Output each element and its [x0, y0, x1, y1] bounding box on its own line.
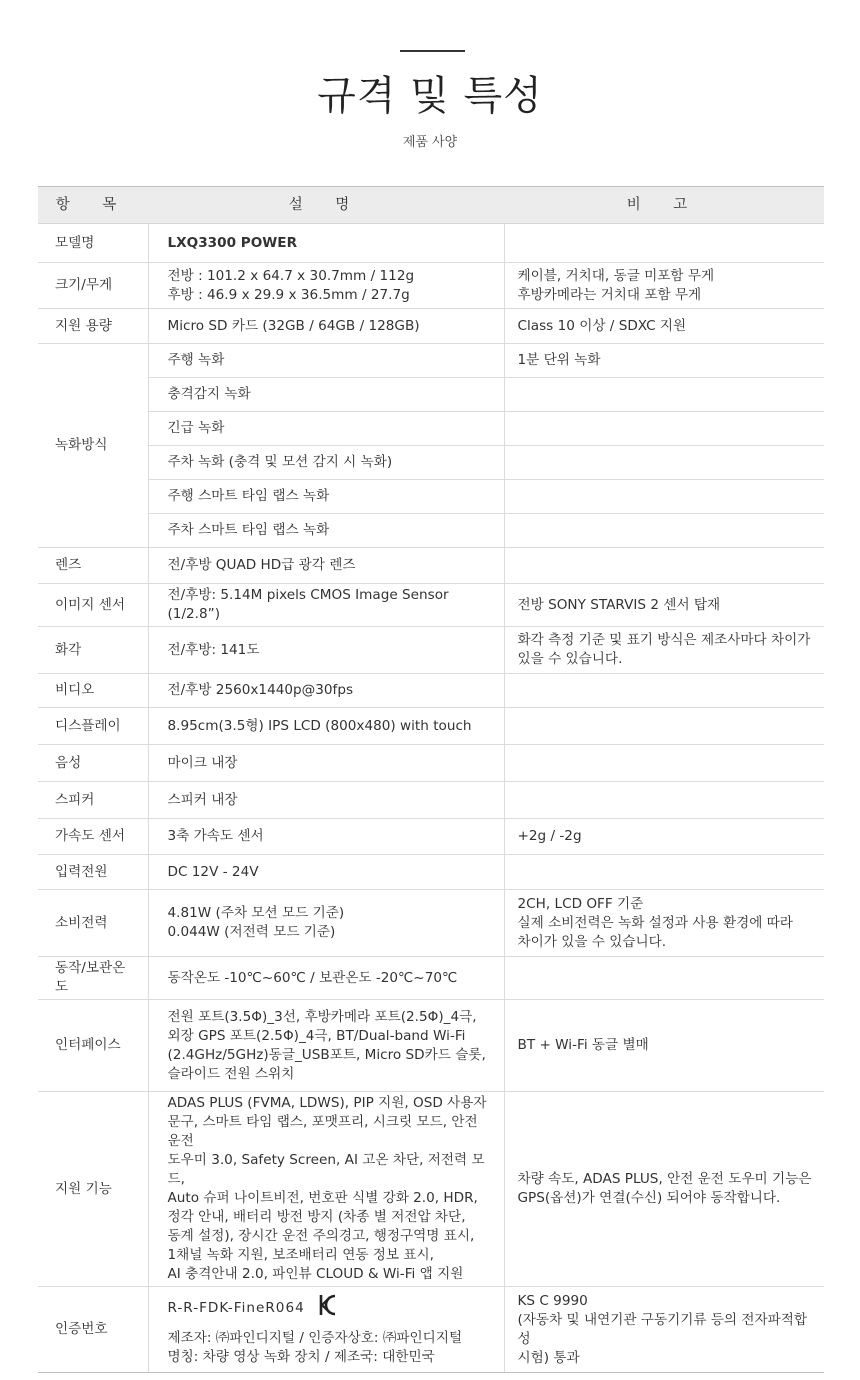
header-note: 비 고 — [504, 187, 824, 224]
row-note — [504, 782, 824, 819]
row-model — [38, 224, 824, 263]
row-label: 녹화방식 — [38, 344, 148, 548]
row-size — [38, 263, 824, 309]
recording-mode: 주행 녹화 — [148, 344, 504, 378]
row-description: 8.95cm(3.5형) IPS LCD (800x480) with touch — [148, 708, 504, 745]
row-temperature — [38, 957, 824, 1000]
row-label: 비디오 — [38, 674, 148, 708]
note-line: 화각 측정 기준 및 표기 방식은 제조사마다 차이가 — [517, 632, 811, 648]
row-note — [504, 890, 824, 957]
note-line: 실제 소비전력은 녹화 설정과 사용 환경에 따라 — [517, 914, 793, 931]
header-item: 항 목 — [38, 187, 148, 224]
row-note: 전방 SONY STARVIS 2 센서 탑재 — [504, 584, 824, 627]
desc-line: 외장 GPS 포트(2.5Φ)_4극, BT/Dual-band Wi-Fi — [167, 1027, 466, 1044]
row-description — [148, 263, 504, 309]
row-note — [504, 224, 824, 263]
row-interface — [38, 1000, 824, 1092]
row-features — [38, 1092, 824, 1287]
row-recording — [38, 378, 824, 412]
row-note — [504, 263, 824, 309]
row-recording — [38, 514, 824, 548]
row-note — [504, 708, 824, 745]
row-recording — [38, 344, 824, 378]
desc-line: 슬라이드 전원 스위치 — [167, 1065, 295, 1082]
recording-mode: 충격감지 녹화 — [148, 378, 504, 412]
row-label: 인터페이스 — [38, 1000, 148, 1092]
desc-line: 0.044W (저전력 모드 기준) — [167, 924, 336, 940]
row-display — [38, 708, 824, 745]
cert-code: R-R-FDK-FineR064 — [167, 1299, 305, 1316]
row-description: 동작온도 -10℃~60℃ / 보관온도 -20℃~70℃ — [148, 957, 504, 1000]
note-line: 후방카메라는 거치대 포함 무게 — [517, 286, 702, 303]
header-description: 설 명 — [148, 187, 504, 224]
desc-line: 정각 안내, 배터리 방전 방지 (차종 별 저전압 차단, — [167, 1209, 466, 1225]
row-speaker — [38, 782, 824, 819]
row-note — [504, 412, 824, 446]
row-label: 이미지 센서 — [38, 584, 148, 627]
desc-line: ADAS PLUS (FVMA, LDWS), PIP 지원, OSD 사용자 — [167, 1095, 487, 1111]
row-note: +2g / -2g — [504, 819, 824, 855]
row-audio — [38, 745, 824, 782]
row-label: 동작/보관온도 — [38, 957, 148, 1000]
size-front: 전방 : 101.2 x 64.7 x 30.7mm / 112g — [167, 267, 415, 284]
desc-line: 전원 포트(3.5Φ)_3선, 후방카메라 포트(2.5Φ)_4극, — [167, 1008, 477, 1025]
row-description: 3축 가속도 센서 — [148, 819, 504, 855]
row-note — [504, 446, 824, 480]
note-line: 2CH, LCD OFF 기준 — [517, 895, 644, 912]
row-description — [148, 1287, 504, 1373]
row-note — [504, 855, 824, 890]
row-description: 전/후방 QUAD HD급 광각 렌즈 — [148, 548, 504, 584]
row-description — [148, 890, 504, 957]
row-accelerometer — [38, 819, 824, 855]
row-recording — [38, 412, 824, 446]
row-label: 음성 — [38, 745, 148, 782]
row-label: 크기/무게 — [38, 263, 148, 309]
note-line: 차이가 있을 수 있습니다. — [517, 933, 667, 950]
row-note — [504, 1092, 824, 1287]
row-description: 전/후방: 5.14M pixels CMOS Image Sensor (1/2.8”) — [148, 584, 504, 627]
row-description: Micro SD 카드 (32GB / 64GB / 128GB) — [148, 309, 504, 344]
row-recording — [38, 446, 824, 480]
row-note — [504, 514, 824, 548]
row-description: 스피커 내장 — [148, 782, 504, 819]
row-note — [504, 957, 824, 1000]
title-decoration-bar — [400, 50, 465, 52]
row-description: 전/후방: 141도 — [148, 627, 504, 674]
spec-table — [38, 186, 824, 1373]
row-note: BT + Wi-Fi 동글 별매 — [504, 1000, 824, 1092]
size-rear: 후방 : 46.9 x 29.9 x 36.5mm / 27.7g — [167, 286, 410, 303]
table-header-row — [38, 187, 824, 224]
row-label: 렌즈 — [38, 548, 148, 584]
desc-line: AI 충격안내 2.0, 파인뷰 CLOUD & Wi-Fi 앱 지원 — [167, 1266, 464, 1282]
row-description — [148, 1092, 504, 1287]
row-label: 인증번호 — [38, 1287, 148, 1373]
row-label: 스피커 — [38, 782, 148, 819]
recording-mode: 주행 스마트 타임 랩스 녹화 — [148, 480, 504, 514]
desc-line: 동계 설정), 장시간 운전 주의경고, 행정구역명 표시, — [167, 1228, 475, 1244]
row-consumption — [38, 890, 824, 957]
row-note — [504, 745, 824, 782]
row-note — [504, 480, 824, 514]
note-line: GPS(옵션)가 연결(수신) 되어야 동작합니다. — [517, 1190, 781, 1206]
recording-mode: 주차 녹화 (충격 및 모션 감지 시 녹화) — [148, 446, 504, 480]
note-line: 차량 속도, ADAS PLUS, 안전 운전 도우미 기능은 — [517, 1171, 812, 1187]
desc-line: Auto 슈퍼 나이트비전, 번호판 식별 강화 2.0, HDR, — [167, 1190, 478, 1206]
note-line: 케이블, 거치대, 동글 미포함 무게 — [517, 267, 715, 284]
row-note — [504, 674, 824, 708]
row-label: 지원 기능 — [38, 1092, 148, 1287]
row-certification — [38, 1287, 824, 1373]
cert-code-line — [168, 1293, 492, 1323]
row-label: 입력전원 — [38, 855, 148, 890]
desc-line: 제조자: ㈜파인디지털 / 인증자상호: ㈜파인디지털 — [167, 1329, 463, 1346]
row-label: 소비전력 — [38, 890, 148, 957]
row-note: Class 10 이상 / SDXC 지원 — [504, 309, 824, 344]
page-title: 규격 및 특성 — [317, 73, 543, 119]
row-label: 모델명 — [38, 224, 148, 263]
row-description: 마이크 내장 — [148, 745, 504, 782]
row-label: 가속도 센서 — [38, 819, 148, 855]
desc-line: 1채널 녹화 지원, 보조배터리 연동 정보 표시, — [167, 1247, 434, 1263]
desc-line: 도우미 3.0, Safety Screen, AI 고온 차단, 저전력 모드, — [167, 1152, 485, 1187]
row-note — [504, 378, 824, 412]
desc-line: 문구, 스마트 타임 랩스, 포맷프리, 시크릿 모드, 안전 운전 — [167, 1114, 478, 1149]
row-capacity — [38, 309, 824, 344]
desc-line: 4.81W (주차 모션 모드 기준) — [167, 905, 345, 921]
row-lens — [38, 548, 824, 584]
row-power-input — [38, 855, 824, 890]
row-note — [504, 1287, 824, 1373]
row-note: 1분 단위 녹화 — [504, 344, 824, 378]
row-note — [504, 627, 824, 674]
row-label: 디스플레이 — [38, 708, 148, 745]
note-line: 있을 수 있습니다. — [517, 651, 623, 667]
recording-mode: 긴급 녹화 — [148, 412, 504, 446]
note-line: KS C 9990 — [517, 1292, 588, 1309]
row-note — [504, 548, 824, 584]
row-label: 화각 — [38, 627, 148, 674]
page-subtitle: 제품 사양 — [402, 135, 458, 150]
desc-line: (2.4GHz/5GHz)동글_USB포트, Micro SD카드 슬롯, — [167, 1046, 486, 1063]
row-angle — [38, 627, 824, 674]
row-video — [38, 674, 824, 708]
desc-line: 명칭: 차량 영상 녹화 장치 / 제조국: 대한민국 — [167, 1348, 435, 1365]
kc-mark-icon — [319, 1293, 339, 1323]
row-sensor — [38, 584, 824, 627]
note-line: 시험) 통과 — [517, 1349, 580, 1366]
row-description: DC 12V - 24V — [148, 855, 504, 890]
model-name-value: LXQ3300 POWER — [148, 224, 504, 263]
note-line: (자동차 및 내연기관 구동기기류 등의 전자파적합성 — [517, 1311, 808, 1347]
recording-mode: 주차 스마트 타임 랩스 녹화 — [148, 514, 504, 548]
row-description — [148, 1000, 504, 1092]
row-description: 전/후방 2560x1440p@30fps — [148, 674, 504, 708]
row-label: 지원 용량 — [38, 309, 148, 344]
row-recording — [38, 480, 824, 514]
